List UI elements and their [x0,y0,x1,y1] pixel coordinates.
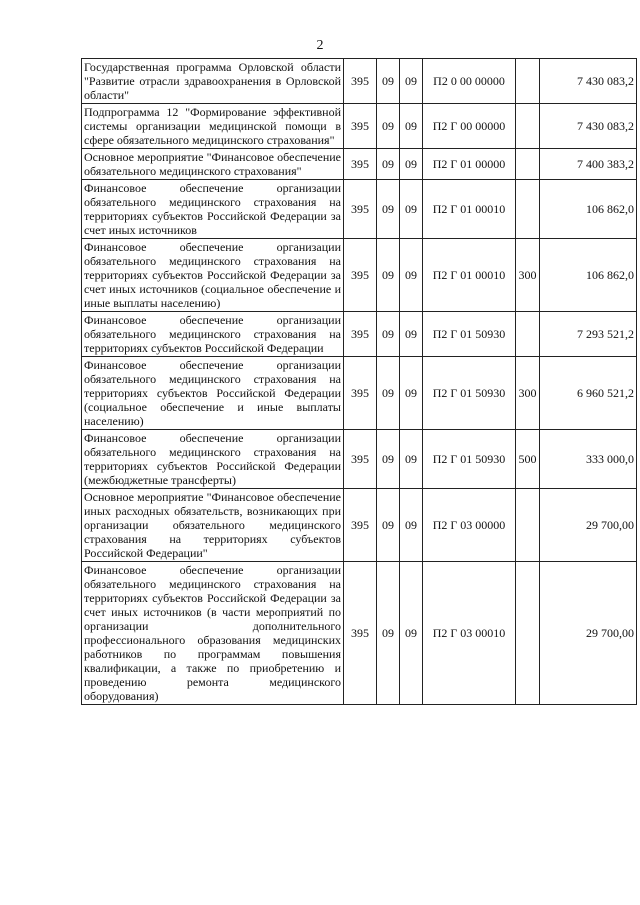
row-section-code: 09 [377,489,400,562]
budget-table [81,58,637,705]
row-subsection-code: 09 [400,180,423,239]
row-target-article-code: П2 Г 00 00000 [423,104,516,149]
row-description: Основное мероприятие "Финансовое обеспечение обязательного медицинского страхования" [82,149,344,180]
row-expense-type-code: 300 [516,357,540,430]
row-amount: 6 960 521,2 [540,357,637,430]
row-section-code: 09 [377,180,400,239]
row-section-code: 09 [377,59,400,104]
row-ved-code: 395 [344,357,377,430]
row-description: Финансовое обеспечение организации обязательного медицинского страхования на территориях субъектов Российской Федерации за счет иных источников (социальное обеспечение и иные выплаты населению) [82,239,344,312]
table-row [82,357,637,430]
row-amount: 333 000,0 [540,430,637,489]
row-subsection-code: 09 [400,357,423,430]
row-expense-type-code [516,104,540,149]
row-ved-code: 395 [344,180,377,239]
row-section-code: 09 [377,239,400,312]
row-description: Финансовое обеспечение организации обязательного медицинского страхования на территориях субъектов Российской Федерации за счет иных источников [82,180,344,239]
table-row [82,180,637,239]
row-expense-type-code [516,180,540,239]
row-subsection-code: 09 [400,239,423,312]
row-subsection-code: 09 [400,104,423,149]
row-expense-type-code: 300 [516,239,540,312]
row-description: Финансовое обеспечение организации обязательного медицинского страхования на территориях субъектов Российской Федерации (межбюджетные трансферты) [82,430,344,489]
row-ved-code: 395 [344,239,377,312]
row-subsection-code: 09 [400,149,423,180]
row-description: Финансовое обеспечение организации обязательного медицинского страхования на территориях субъектов Российской Федерации [82,312,344,357]
table-row [82,59,637,104]
row-amount: 7 293 521,2 [540,312,637,357]
row-subsection-code: 09 [400,562,423,705]
table-row [82,562,637,705]
row-target-article-code: П2 Г 01 00000 [423,149,516,180]
row-section-code: 09 [377,430,400,489]
row-description: Подпрограмма 12 "Формирование эффективной системы организации медицинской помощи в сфере обязательного медицинского страхования" [82,104,344,149]
row-expense-type-code [516,59,540,104]
row-description: Финансовое обеспечение организации обязательного медицинского страхования на территориях субъектов Российской Федерации за счет иных источников (в части мероприятий по организации дополнительного профессионального образования медицинских работников по программам повышения квалификации, а также по приобретению и проведению ремонта медицинского оборудования) [82,562,344,705]
table-row [82,430,637,489]
row-target-article-code: П2 Г 03 00000 [423,489,516,562]
row-amount: 106 862,0 [540,180,637,239]
table-row [82,239,637,312]
row-subsection-code: 09 [400,59,423,104]
row-ved-code: 395 [344,59,377,104]
row-amount: 7 430 083,2 [540,104,637,149]
row-expense-type-code [516,149,540,180]
row-subsection-code: 09 [400,430,423,489]
row-section-code: 09 [377,312,400,357]
row-amount: 29 700,00 [540,562,637,705]
row-amount: 106 862,0 [540,239,637,312]
row-target-article-code: П2 Г 01 50930 [423,312,516,357]
row-target-article-code: П2 0 00 00000 [423,59,516,104]
row-ved-code: 395 [344,430,377,489]
row-expense-type-code: 500 [516,430,540,489]
row-amount: 7 430 083,2 [540,59,637,104]
row-target-article-code: П2 Г 01 50930 [423,357,516,430]
row-description: Основное мероприятие "Финансовое обеспечение иных расходных обязательств, возникающих при организации обязательного медицинского страхования на территориях субъектов Российской Федерации" [82,489,344,562]
row-section-code: 09 [377,149,400,180]
table-row [82,104,637,149]
row-section-code: 09 [377,562,400,705]
row-subsection-code: 09 [400,489,423,562]
row-section-code: 09 [377,104,400,149]
table-row [82,149,637,180]
table-row [82,312,637,357]
row-target-article-code: П2 Г 03 00010 [423,562,516,705]
row-ved-code: 395 [344,104,377,149]
row-target-article-code: П2 Г 01 50930 [423,430,516,489]
row-expense-type-code [516,489,540,562]
row-amount: 7 400 383,2 [540,149,637,180]
row-ved-code: 395 [344,562,377,705]
row-amount: 29 700,00 [540,489,637,562]
row-expense-type-code [516,562,540,705]
table-row [82,489,637,562]
row-description: Финансовое обеспечение организации обязательного медицинского страхования на территориях субъектов Российской Федерации (социальное обеспечение и иные выплаты населению) [82,357,344,430]
page-number: 2 [316,38,324,53]
row-description: Государственная программа Орловской области "Развитие отрасли здравоохранения в Орловской области" [82,59,344,104]
row-target-article-code: П2 Г 01 00010 [423,239,516,312]
row-expense-type-code [516,312,540,357]
row-ved-code: 395 [344,489,377,562]
row-section-code: 09 [377,357,400,430]
budget-table-body [82,59,637,705]
row-ved-code: 395 [344,149,377,180]
row-ved-code: 395 [344,312,377,357]
row-subsection-code: 09 [400,312,423,357]
row-target-article-code: П2 Г 01 00010 [423,180,516,239]
